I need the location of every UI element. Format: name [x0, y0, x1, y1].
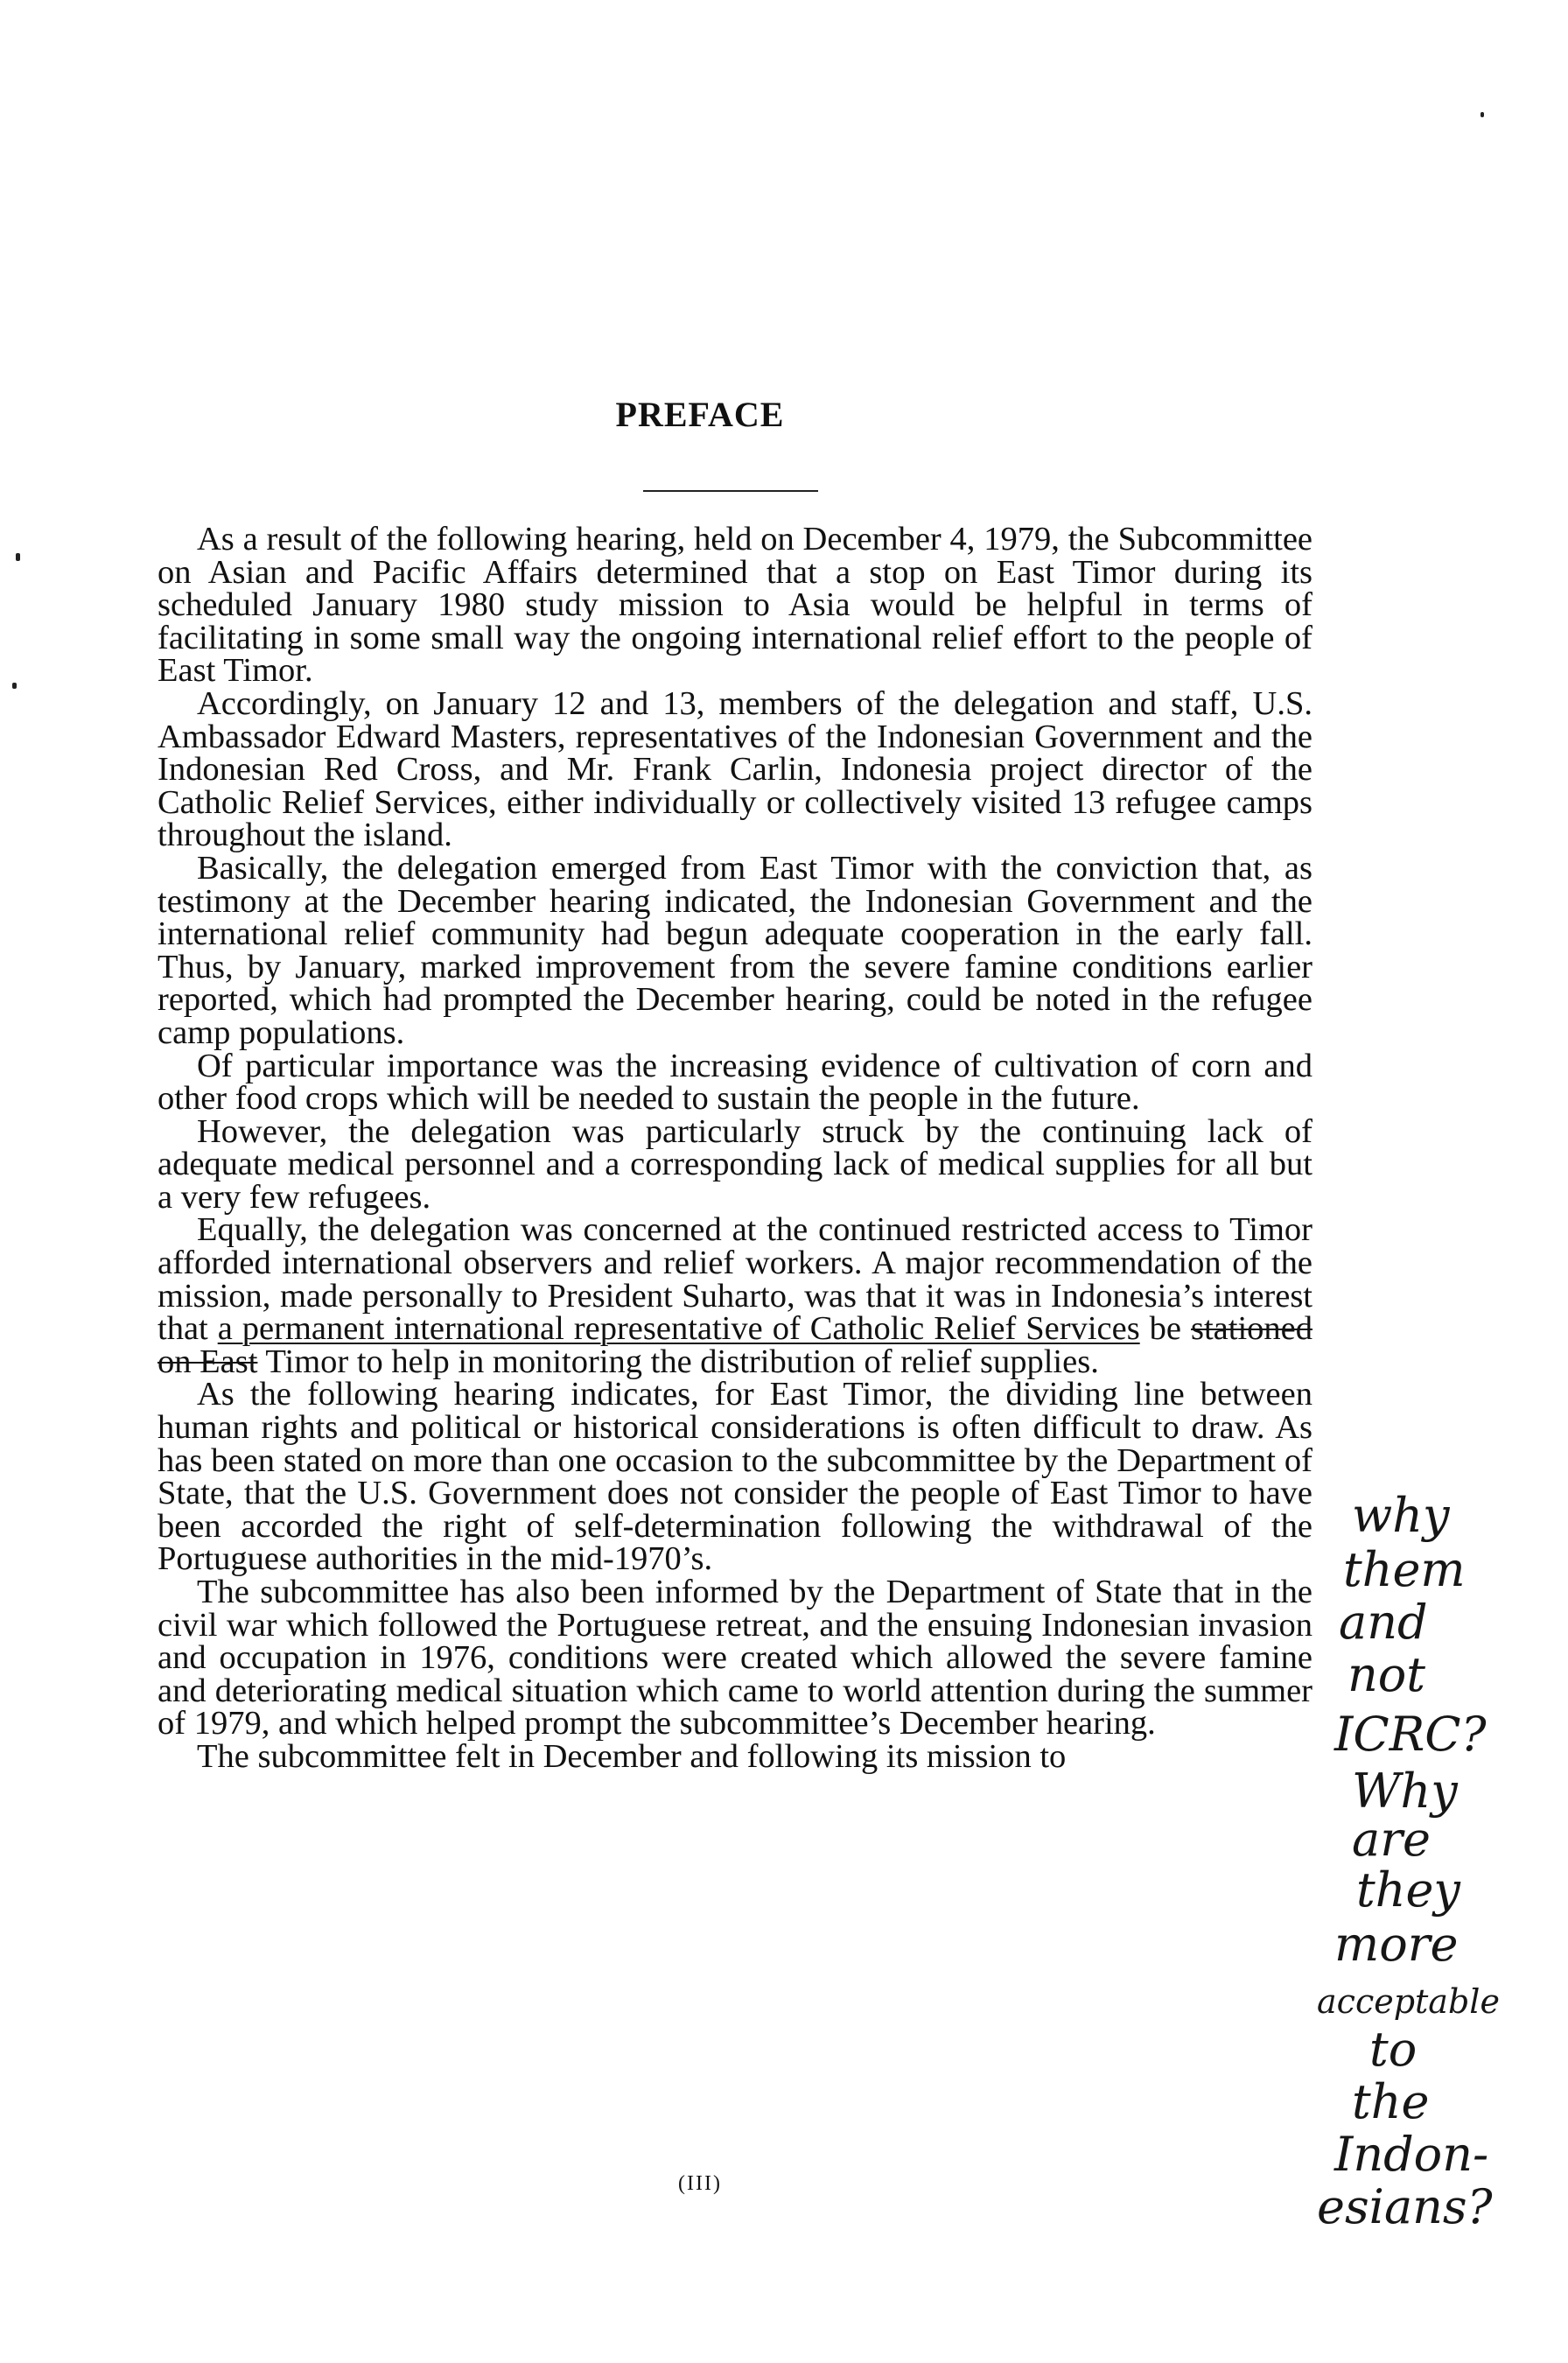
note-word: Why: [1352, 1763, 1458, 1819]
note-word: them: [1343, 1542, 1466, 1597]
note-word: Indon-: [1334, 2127, 1489, 2182]
paragraph: As a result of the following hearing, held on December 4, 1979, the Subcommittee on Asian and Pacific Affairs determined that a stop on East Timor during its scheduled January 1980 study mission to Asia would be helpful in terms of facilitating in some small way the ongoing international relief effort to the people of East Timor.: [158, 521, 1312, 690]
note-word: acceptable: [1317, 1982, 1500, 2021]
underlined-phrase: a permanent international representative of Catholic Relief Services: [217, 1310, 1140, 1348]
paragraph: Of particular importance was the increasing evidence of cultivation of corn and other food crops which will be needed to sustain the people in the future.: [158, 1047, 1312, 1118]
handwriting-svg: [1317, 1488, 1553, 2232]
note-word: ICRC?: [1334, 1707, 1487, 1762]
paragraph: Accordingly, on January 12 and 13, members of the delegation and staff, U.S. Ambassador Edward Masters, representatives of the Indonesian Government and the Indonesian Red Cross, and Mr. Frank Carlin, Indonesia project director of the Catholic Relief Services, either individually or collectively visited 13 refugee camps throughout the island.: [158, 684, 1312, 854]
paragraph: The subcommittee has also been informed by the Department of State that in the civil war which followed the Portuguese retreat, and the ensuing Indonesian invasion and occupation in 1976, conditions were created which allowed the severe famine and deteriorating medical situation which came to world attention during the summer of 1979, and which helped prompt the subcommittee’s December hearing.: [158, 1574, 1312, 1742]
note-word: are: [1352, 1812, 1431, 1867]
note-word: not: [1348, 1647, 1425, 1702]
scan-speck: [12, 683, 17, 689]
note-word: and: [1339, 1595, 1428, 1650]
note-word: esians?: [1317, 2179, 1493, 2232]
paragraph-text: Equally, the delegation was concerned at the continued restricted access to Timor afforded international observers and relief workers. A major recommendation of the mission, made personally to President Suharto, was that it was in Indonesia’s interest that: [158, 1211, 1312, 1348]
handwritten-margin-note: [1317, 1488, 1553, 2232]
paragraph-text: be: [1139, 1310, 1191, 1348]
paragraph-annotated: [158, 1211, 1312, 1380]
paragraph: As the following hearing indicates, for East Timor, the dividing line between human rights and political or historical considerations is often difficult to draw. As has been stated on more than one occasion to the subcommittee by the Department of State, that the U.S. Government does not consider the people of East Timor to have been accorded the right of self-determination following the withdrawal of the Portuguese authorities in the mid-1970’s.: [158, 1376, 1312, 1578]
paragraph: The subcommittee felt in December and following its mission to: [197, 1737, 1067, 1775]
page-title: PREFACE: [615, 395, 785, 434]
preface-body: [158, 523, 1312, 1774]
note-word: the: [1352, 2074, 1430, 2129]
scan-speck: [16, 553, 20, 561]
paragraph: Basically, the delegation emerged from East Timor with the conviction that, as testimony at the December hearing indicated, the Indonesian Government and the international relief community had begun adequate cooperation in the early fall. Thus, by January, marked improvement from the severe famine conditions earlier reported, which had prompted the December hearing, could be noted in the refugee camp populations.: [158, 849, 1312, 1051]
paragraph: However, the delegation was particularly struck by the continuing lack of adequate medical personnel and a corresponding lack of medical supplies for all but a very few refugees.: [158, 1112, 1312, 1216]
page-number: (III): [678, 2172, 722, 2195]
note-word: why: [1352, 1488, 1450, 1543]
struck-phrase: stationed on East: [158, 1310, 1312, 1380]
paragraph-text: Timor to help in monitoring the distribution of relief supplies.: [257, 1343, 1099, 1380]
note-word: they: [1356, 1862, 1460, 1918]
title-divider: [643, 490, 818, 492]
scan-speck: [1480, 112, 1484, 117]
note-word: more: [1334, 1917, 1459, 1972]
note-word: to: [1369, 2022, 1418, 2077]
